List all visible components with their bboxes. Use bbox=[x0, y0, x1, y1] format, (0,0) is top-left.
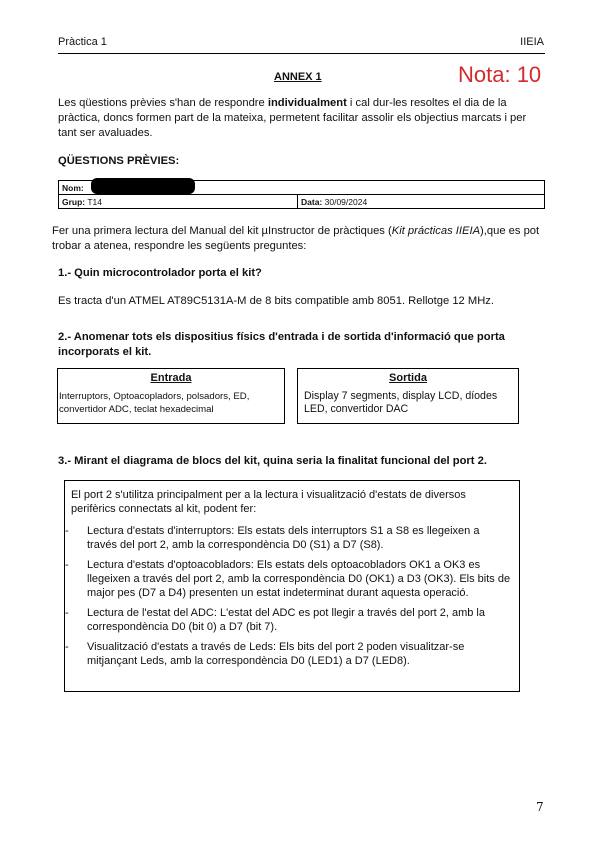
q3-answer-box bbox=[64, 480, 520, 692]
q3-title: 3.- Mirant el diagrama de blocs del kit, quina seria la finalitat funcional del port 2. bbox=[58, 455, 487, 467]
previous-questions-title: QÜESTIONS PRÈVIES: bbox=[58, 155, 180, 167]
q2-title: 2.- Anomenar tots els dispositius físics d'entrada i de sortida d'informació que porta incorporats el kit. bbox=[58, 331, 505, 358]
data-label: Data: bbox=[301, 196, 323, 207]
nom-label: Nom: bbox=[62, 182, 84, 193]
header-left: Pràctica 1 bbox=[58, 36, 107, 48]
sortida-text: Display 7 segments, display LCD, díodes LED, convertidor DAC bbox=[304, 390, 498, 415]
grade: Nota: 10 bbox=[458, 62, 542, 87]
name-redaction bbox=[91, 178, 195, 194]
q3-list bbox=[65, 524, 519, 668]
entrada-box bbox=[57, 368, 285, 424]
q1-title: 1.- Quin microcontrolador porta el kit? bbox=[58, 267, 262, 279]
page-number: 7 bbox=[536, 800, 544, 814]
q3-item-switches: - Lectura d'estats d'interruptors: Els estats dels interruptors S1 a S8 es llegeixen a través del port 2, amb la correspondència D0 (S1) a D7 (S8). bbox=[65, 524, 511, 552]
annex-title: ANNEX 1 bbox=[274, 71, 322, 83]
intro-paragraph: Les qüestions prèvies s'han de respondre individualment i cal dur-les resoltes el dia de la pràctica, doncs formen part de la mateixa, permetent facilitar assolir els objectius marcats i per tant ser avaluades. bbox=[58, 97, 527, 139]
q3-item-leds: - Visualització d'estats a través de Leds: Els bits del port 2 poden visualitzar-se mitjançant Leds, amb la correspondència D0 (LED1) a D7 (LED8). bbox=[65, 640, 511, 668]
sortida-header: Sortida bbox=[389, 372, 427, 384]
entrada-header: Entrada bbox=[150, 372, 192, 384]
q3-intro: El port 2 s'utilitza principalment per a la lectura i visualització d'estats de diversos perifèrics connectats al kit, podent fer: bbox=[71, 489, 466, 515]
data-value: 30/09/2024 bbox=[324, 196, 368, 207]
grup-value: T14 bbox=[87, 196, 103, 207]
instructions-paragraph: Fer una primera lectura del Manual del kit µInstructor de pràctiques (Kit prácticas IIEIA),que es pot trobar a atenea, respondre les següents preguntes: bbox=[52, 225, 540, 252]
q3-item-adc: - Lectura de l'estat del ADC: L'estat del ADC es pot llegir a través del port 2, amb la correspondència D0 (bit 0) a D7 (bit 7). bbox=[65, 606, 511, 634]
header-right: IIEIA bbox=[520, 36, 544, 48]
grup-label: Grup: bbox=[62, 196, 86, 207]
q3-item-optocouplers: - Lectura d'estats d'optoacobladors: Els estats dels optoacobladors OK1 a OK3 es llegeixen a través del port 2, amb la correspondència D0 (OK1) a D3 (OK3). Els bits de major pes (D7 a D4) presenten un estat indeterminat durant aquesta operació. bbox=[65, 558, 511, 600]
sortida-box bbox=[297, 368, 519, 424]
header-rule bbox=[58, 53, 545, 54]
entrada-text: Interruptors, Optoacopladors, polsadors, ED, convertidor ADC, teclat hexadecimal bbox=[59, 391, 250, 415]
q1-answer: Es tracta d'un ATMEL AT89C5131A-M de 8 bits compatible amb 8051. Rellotge 12 MHz. bbox=[58, 295, 494, 307]
